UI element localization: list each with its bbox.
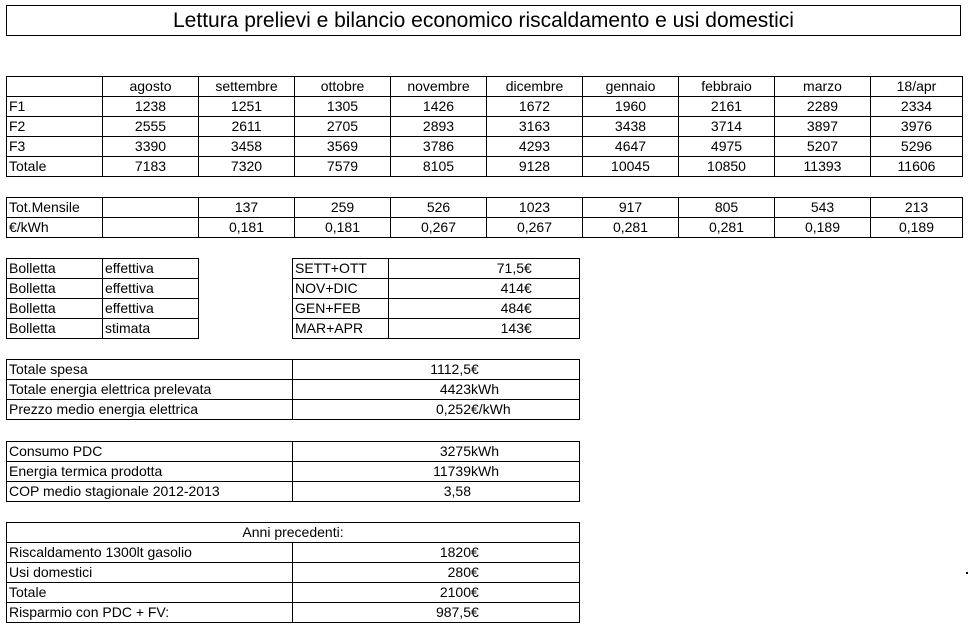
bill-amount-value: 71,5 <box>496 260 524 276</box>
previous-value-unit: € <box>471 604 479 620</box>
previous-label: Riscaldamento 1300lt gasolio <box>7 543 293 563</box>
bill-period: NOV+DIC <box>293 279 389 299</box>
monthly-value: 526 <box>391 198 487 218</box>
bill-amount-unit: € <box>524 320 532 336</box>
previous-value <box>293 603 580 623</box>
row-label: F1 <box>7 97 103 117</box>
summary-value-value: 4423 <box>439 381 471 397</box>
summary-value-value: 1112,5 <box>430 361 471 377</box>
bill-type: effettiva <box>103 279 199 299</box>
monthly-value: 213 <box>871 198 963 218</box>
reading-value: 7579 <box>295 157 391 177</box>
previous-row <box>7 583 580 603</box>
reading-row <box>7 97 963 117</box>
reading-value: 1960 <box>583 97 679 117</box>
pdc-value-value: 3,58 <box>443 483 471 499</box>
reading-value: 7320 <box>199 157 295 177</box>
previous-header: Anni precedenti: <box>7 523 580 543</box>
reading-value: 2334 <box>871 97 963 117</box>
reading-value: 4647 <box>583 137 679 157</box>
summary-label: Prezzo medio energia elettrica <box>7 400 293 420</box>
pdc-value-unit: kWh <box>471 443 499 459</box>
pdc-row <box>7 462 580 482</box>
sheet-title: Lettura prelievi e bilancio economico riscaldamento e usi domestici <box>6 5 961 36</box>
previous-value-value: 280 <box>447 564 471 580</box>
bill-period-row <box>293 279 580 299</box>
reading-value: 3390 <box>103 137 199 157</box>
previous-row <box>7 603 580 623</box>
previous-value-unit: € <box>471 544 479 560</box>
bill-amount-unit: € <box>524 300 532 316</box>
monthly-row <box>7 218 963 238</box>
reading-value: 10045 <box>583 157 679 177</box>
row-label: F3 <box>7 137 103 157</box>
summary-value <box>293 380 580 400</box>
bill-type: effettiva <box>103 299 199 319</box>
previous-value <box>293 563 580 583</box>
monthly-value: 0,189 <box>775 218 871 238</box>
reading-value: 3786 <box>391 137 487 157</box>
reading-value: 2705 <box>295 117 391 137</box>
reading-value: 1672 <box>487 97 583 117</box>
pdc-table <box>6 441 580 502</box>
previous-label: Risparmio con PDC + FV: <box>7 603 293 623</box>
bill-period: SETT+OTT <box>293 259 389 279</box>
monthly-value: 0,181 <box>199 218 295 238</box>
reading-value: 5296 <box>871 137 963 157</box>
reading-value: 2611 <box>199 117 295 137</box>
monthly-value <box>103 218 199 238</box>
monthly-value: 1023 <box>487 198 583 218</box>
bill-amount-value: 414 <box>500 280 524 296</box>
reading-value: 10850 <box>679 157 775 177</box>
month-header: ottobre <box>295 77 391 97</box>
row-label: €/kWh <box>7 218 103 238</box>
months-header-row <box>7 77 963 97</box>
bill-period-row <box>293 259 580 279</box>
bill-amount-unit: € <box>524 260 532 276</box>
pdc-value <box>293 442 580 462</box>
monthly-table <box>6 197 963 238</box>
reading-value: 3458 <box>199 137 295 157</box>
previous-label: Usi domestici <box>7 563 293 583</box>
reading-value: 5207 <box>775 137 871 157</box>
previous-label: Totale <box>7 583 293 603</box>
monthly-value: 0,189 <box>871 218 963 238</box>
summary-value <box>293 400 580 420</box>
bill-label: Bolletta <box>7 299 103 319</box>
bill-period-row <box>293 319 580 339</box>
bill-amount-value: 143 <box>500 320 524 336</box>
reading-row <box>7 157 963 177</box>
bill-amount <box>389 259 580 279</box>
pdc-value <box>293 482 580 502</box>
pdc-value-value: 3275 <box>439 443 471 459</box>
reading-value: 2161 <box>679 97 775 117</box>
reading-value: 3976 <box>871 117 963 137</box>
pdc-label: Energia termica prodotta <box>7 462 293 482</box>
summary-label: Totale energia elettrica prelevata <box>7 380 293 400</box>
bill-type: effettiva <box>103 259 199 279</box>
summary-value-unit: € <box>471 361 479 377</box>
bill-amount <box>389 299 580 319</box>
previous-header-row <box>7 523 580 543</box>
reading-value: 9128 <box>487 157 583 177</box>
reading-value: 3569 <box>295 137 391 157</box>
summary-table <box>6 359 580 420</box>
reading-value: 11606 <box>871 157 963 177</box>
monthly-value: 259 <box>295 198 391 218</box>
reading-value: 1238 <box>103 97 199 117</box>
header-blank-cell <box>7 77 103 97</box>
reading-value: 7183 <box>103 157 199 177</box>
summary-value-unit: €/kWh <box>471 401 511 417</box>
monthly-value: 805 <box>679 198 775 218</box>
bill-row <box>7 299 199 319</box>
monthly-value: 917 <box>583 198 679 218</box>
pdc-value-unit: kWh <box>471 463 499 479</box>
bill-type: stimata <box>103 319 199 339</box>
bill-label: Bolletta <box>7 259 103 279</box>
reading-value: 1426 <box>391 97 487 117</box>
monthly-value <box>103 198 199 218</box>
reading-value: 2289 <box>775 97 871 117</box>
summary-label: Totale spesa <box>7 360 293 380</box>
previous-value-value: 987,5 <box>435 604 471 620</box>
previous-years-table <box>6 522 580 623</box>
bill-amount <box>389 319 580 339</box>
monthly-value: 137 <box>199 198 295 218</box>
pdc-value-value: 11739 <box>433 463 471 479</box>
month-header: novembre <box>391 77 487 97</box>
month-header: settembre <box>199 77 295 97</box>
reading-value: 3897 <box>775 117 871 137</box>
bill-amount-value: 484 <box>500 300 524 316</box>
readings-table <box>6 76 963 177</box>
monthly-value: 0,281 <box>583 218 679 238</box>
pdc-row <box>7 482 580 502</box>
summary-row <box>7 380 580 400</box>
reading-value: 1251 <box>199 97 295 117</box>
bill-periods-table <box>292 258 580 339</box>
row-label: Totale <box>7 157 103 177</box>
reading-value: 2555 <box>103 117 199 137</box>
pdc-row <box>7 442 580 462</box>
monthly-value: 543 <box>775 198 871 218</box>
bill-label: Bolletta <box>7 279 103 299</box>
row-label: F2 <box>7 117 103 137</box>
monthly-value: 0,267 <box>391 218 487 238</box>
bill-label: Bolletta <box>7 319 103 339</box>
stray-dot <box>966 572 968 574</box>
reading-value: 3438 <box>583 117 679 137</box>
previous-value <box>293 583 580 603</box>
month-header: agosto <box>103 77 199 97</box>
bill-row <box>7 279 199 299</box>
bill-period: MAR+APR <box>293 319 389 339</box>
previous-row <box>7 563 580 583</box>
reading-row <box>7 137 963 157</box>
bills-table <box>6 258 199 339</box>
reading-value: 2893 <box>391 117 487 137</box>
monthly-value: 0,267 <box>487 218 583 238</box>
month-header: marzo <box>775 77 871 97</box>
previous-value-value: 2100 <box>439 584 471 600</box>
previous-value-unit: € <box>471 564 479 580</box>
reading-value: 8105 <box>391 157 487 177</box>
reading-value: 4293 <box>487 137 583 157</box>
summary-value <box>293 360 580 380</box>
bill-period-row <box>293 299 580 319</box>
previous-value-value: 1820 <box>439 544 471 560</box>
summary-value-unit: kWh <box>471 381 499 397</box>
reading-value: 3714 <box>679 117 775 137</box>
month-header: 18/apr <box>871 77 963 97</box>
bill-period: GEN+FEB <box>293 299 389 319</box>
pdc-label: COP medio stagionale 2012-2013 <box>7 482 293 502</box>
reading-value: 1305 <box>295 97 391 117</box>
reading-value: 4975 <box>679 137 775 157</box>
summary-row <box>7 400 580 420</box>
bill-amount-unit: € <box>524 280 532 296</box>
month-header: dicembre <box>487 77 583 97</box>
previous-value <box>293 543 580 563</box>
previous-row <box>7 543 580 563</box>
bill-row <box>7 259 199 279</box>
previous-value-unit: € <box>471 584 479 600</box>
month-header: gennaio <box>583 77 679 97</box>
monthly-value: 0,181 <box>295 218 391 238</box>
reading-value: 3163 <box>487 117 583 137</box>
row-label: Tot.Mensile <box>7 198 103 218</box>
bill-row <box>7 319 199 339</box>
monthly-row <box>7 198 963 218</box>
bill-amount <box>389 279 580 299</box>
reading-value: 11393 <box>775 157 871 177</box>
month-header: febbraio <box>679 77 775 97</box>
reading-row <box>7 117 963 137</box>
summary-row <box>7 360 580 380</box>
pdc-label: Consumo PDC <box>7 442 293 462</box>
summary-value-value: 0,252 <box>435 401 471 417</box>
monthly-value: 0,281 <box>679 218 775 238</box>
pdc-value <box>293 462 580 482</box>
